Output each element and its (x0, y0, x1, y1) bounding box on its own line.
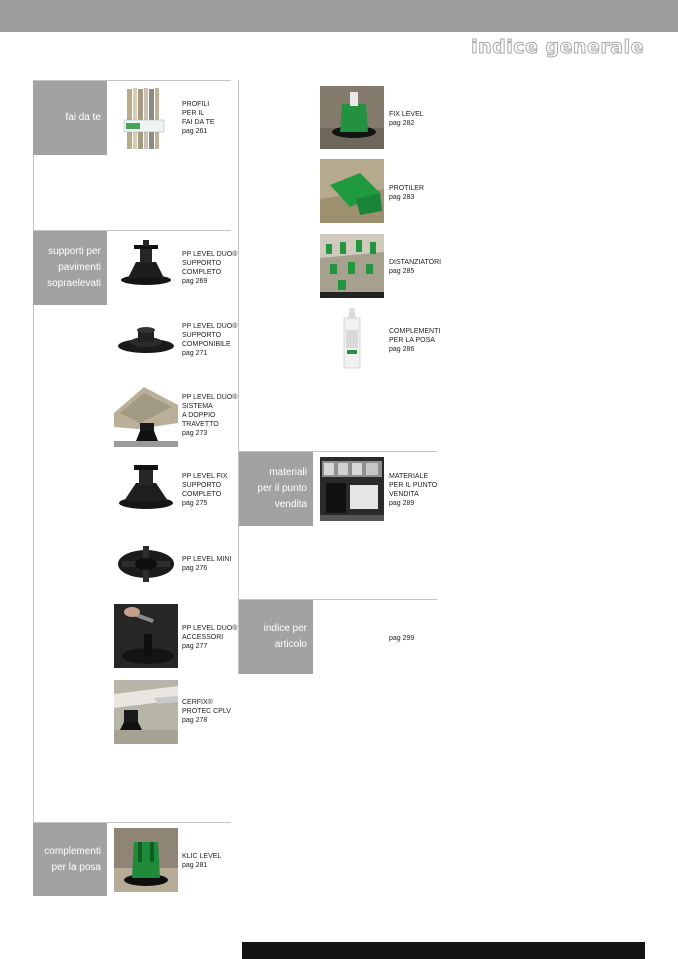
profili-label (182, 100, 215, 136)
complementi-posa-image (320, 306, 384, 370)
section-indice (239, 600, 313, 674)
profili-page: pag 261 (182, 128, 208, 135)
duo-supporto-page: pag 269 (182, 278, 208, 285)
cerfix-page: pag 278 (182, 717, 208, 724)
indice-articolo-label (389, 634, 414, 643)
duo-accessori-label (182, 624, 237, 651)
fix-level-image (320, 86, 384, 149)
duo-supporto-name: PP LEVEL DUO® SUPPORTO COMPLETO (182, 251, 238, 276)
fix-supporto-page: pag 275 (182, 500, 208, 507)
cerfix-image (114, 680, 178, 744)
mini-name: PP LEVEL MINI (182, 556, 232, 563)
klic-page: pag 281 (182, 862, 208, 869)
duo-componibile-label (182, 322, 237, 358)
materiale-vendita-name: MATERIALE PER IL PUNTO VENDITA (389, 473, 438, 498)
duo-sistema-image (114, 383, 178, 447)
materiale-vendita-image (320, 457, 384, 521)
section-fai-da-te (33, 81, 107, 155)
mini-label (182, 555, 231, 573)
duo-componibile-name: PP LEVEL DUO® SUPPORTO COMPONIBILE (182, 323, 238, 348)
fix-supporto-image (114, 461, 178, 511)
protiler-image (320, 159, 384, 223)
materiale-vendita-label (389, 472, 437, 508)
complementi-posa-page: pag 286 (389, 346, 415, 353)
distanziatori-label (389, 258, 441, 276)
complementi-posa-name: COMPLEMENTI PER LA POSA (389, 328, 441, 344)
section-indice-label: indice per articolo (263, 623, 307, 650)
protiler-name: PROTILER (389, 185, 425, 192)
section-complementi (33, 823, 107, 896)
cerfix-name: CERFIX® PROTEC CPLV (182, 699, 231, 715)
fix-supporto-name: PP LEVEL FIX SUPPORTO COMPLETO (182, 473, 228, 498)
section-complementi-label: complementi per la posa (44, 845, 101, 873)
duo-sistema-name: PP LEVEL DUO® SISTEMA A DOPPIO TRAVETTO (182, 394, 238, 428)
distanziatori-page: pag 285 (389, 268, 415, 275)
klic-image (114, 828, 178, 892)
duo-componibile-page: pag 271 (182, 350, 208, 357)
mini-image (114, 540, 178, 584)
duo-accessori-page: pag 277 (182, 643, 208, 650)
section-materiali (239, 452, 313, 526)
duo-supporto-label (182, 250, 237, 286)
section-supporti-label: supporti per pavimenti sopraelevati (47, 246, 101, 289)
fix-level-name: FIX LEVEL (389, 111, 424, 118)
duo-sistema-page: pag 273 (182, 430, 208, 437)
top-band (0, 0, 678, 32)
materiale-vendita-page: pag 289 (389, 500, 415, 507)
duo-accessori-name: PP LEVEL DUO® ACCESSORI (182, 625, 238, 641)
page-title: indice generale (471, 36, 644, 58)
protiler-page: pag 283 (389, 194, 415, 201)
profili-image (114, 86, 178, 151)
protiler-label (389, 184, 424, 202)
mini-page: pag 276 (182, 565, 208, 572)
complementi-posa-label (389, 327, 440, 354)
fix-level-page: pag 282 (389, 120, 415, 127)
distanziatori-image (320, 234, 384, 298)
fix-level-label (389, 110, 424, 128)
duo-componibile-image (114, 320, 178, 360)
distanziatori-name: DISTANZIATORI (389, 259, 442, 266)
section-supporti (33, 231, 107, 305)
section-materiali-label: materiali per il punto vendita (257, 467, 307, 510)
indice-articolo-page: pag 299 (389, 635, 415, 642)
cerfix-label (182, 698, 231, 725)
bottom-band (242, 942, 645, 959)
klic-label (182, 852, 221, 870)
klic-name: KLIC LEVEL (182, 853, 222, 860)
duo-accessori-image (114, 604, 178, 668)
profili-name: PROFILI PER IL FAI DA TE (182, 101, 215, 126)
section-fai-da-te-label: fai da te (65, 112, 101, 123)
fix-supporto-label (182, 472, 228, 508)
rule-left-column (33, 80, 34, 896)
duo-supporto-image (114, 236, 178, 288)
rule-right-column (238, 80, 239, 674)
duo-sistema-label (182, 393, 237, 438)
